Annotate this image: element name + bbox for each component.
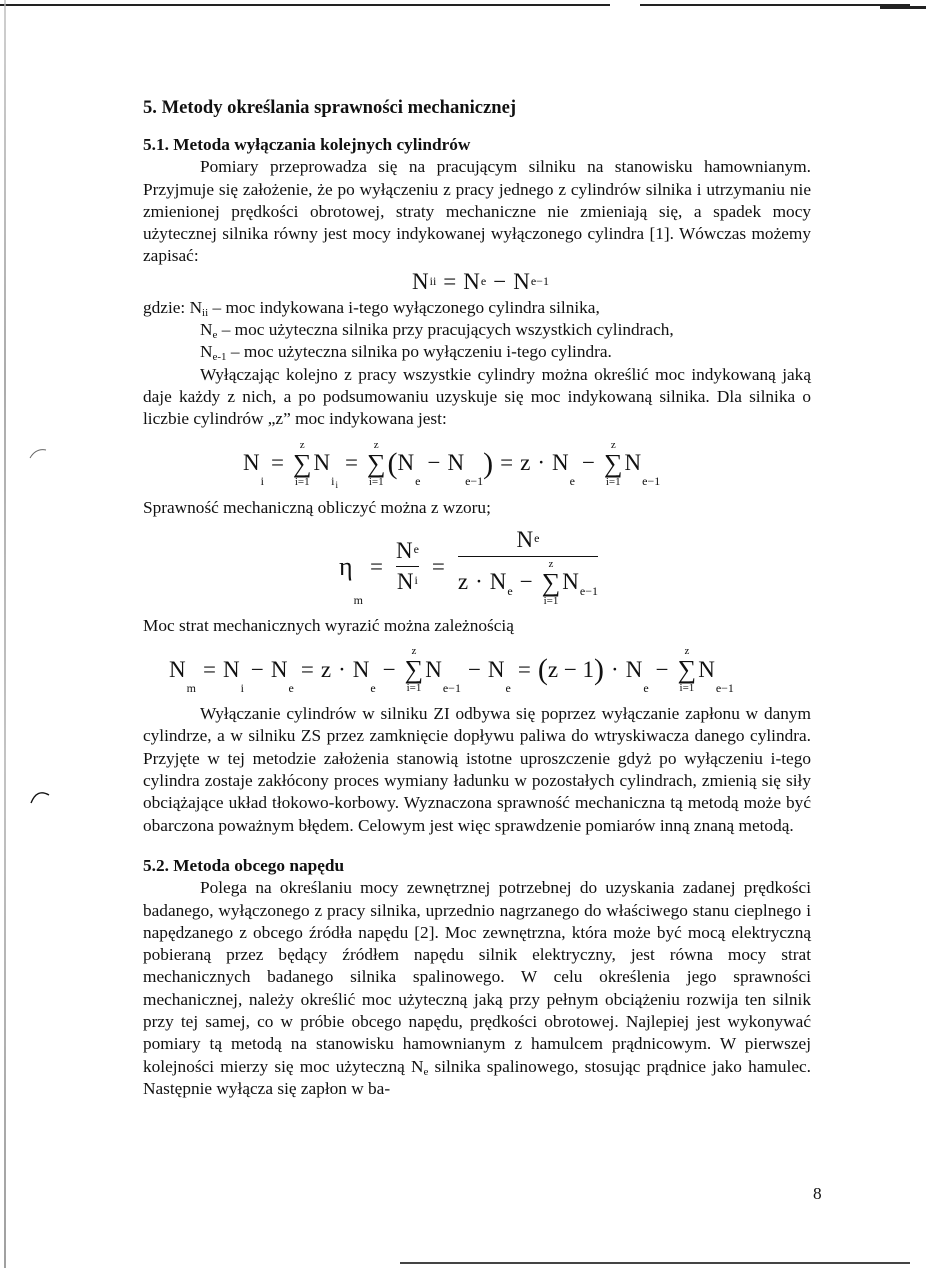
eq3-subscript: e [534,531,540,546]
sum-upper: z [684,645,690,658]
fraction-ne-over-sum [458,527,598,606]
eq4-symbol: N [352,657,370,682]
eq2-minus: − [427,450,441,476]
sum-upper: z [548,557,554,570]
eq3-minus: − [519,569,533,595]
sum-upper: z [373,438,379,451]
eq4-paren: ( [537,653,548,687]
eq3-eta: η [339,551,353,581]
def-subscript: e-1 [212,351,227,364]
eq4-minus: − [655,657,669,682]
sum-lower: i=1 [543,594,559,607]
definition-line [143,319,811,341]
eq2-symbol: N [624,450,642,476]
sum-operator [367,440,386,488]
scan-edge-top-right [640,4,910,6]
paragraph-5-1-intro: Pomiary przeprowadza się na pracującym silniku na stanowisku hamownianym. Przyjmuje się założenie, że po wyłączeniu z pracy jednego z cylindrów silnika i utrzymaniu nie zmienionej prędkości obrotowej, straty mechaniczne nie zmieniają się, a spadek mocy użytecznej silnika równy jest mocy indykowanej wyłączonego cylindra [1]. Wówczas możemy zapisać: [143,157,811,266]
sigma: ∑ [541,567,561,597]
eq4-symbol: N [169,657,186,682]
sum-operator [678,646,697,694]
def-subscript: e [212,329,218,342]
eq2-equals: = [500,450,514,476]
eq2-subscript: i [260,474,264,489]
paragraph-5-2 [143,877,811,1100]
eq4-symbol: N [270,657,288,682]
paragraph-zi-zs: Wyłączanie cylindrów w silniku ZI odbywa się poprzez wyłączanie zapłonu w danym cylindrze, a w silniku ZS przez zamknięcie dopływu paliwa do wtryskiwacza danego cylindra. Przyjęte w tej metodzie założenia stanowią istotne uproszczenie gdyż po wyłączeniu i-tego cylindra zostaje zakłócony proces wymiany ładunku w pozostałych cylindrach, zmienią się siły obciążające układ tłokowo-korbowy. Wyznaczona sprawność mechaniczna tą metodą może być obarczona poważnym błędem. Celowym jest więc sprawdzenie pomiarów inną znaną metodą. [143,704,811,835]
subsection-heading-5-2: 5.2. Metoda obcego napędu [143,855,345,875]
frac-numerator [396,538,419,564]
sum-lower: i=1 [406,682,422,695]
eq3-symbol: N [396,569,414,595]
sum-upper: z [299,438,305,451]
fraction-bar [458,556,598,557]
eq1-equals: = [443,269,457,295]
eq2-symbol: N [447,450,465,476]
gdzie-label: gdzie: [143,297,186,317]
eq2-subscript: e [415,474,421,489]
equation-n-m [169,637,811,703]
eq1-subscript: e−1 [530,274,549,289]
sigma: ∑ [603,448,623,478]
eq4-subscript: e−1 [442,680,461,695]
eq2-minus: − [582,450,595,476]
eq4-symbol: N [222,657,240,682]
eq3-symbol: N [395,538,413,564]
eq4-subscript: e [288,680,294,695]
subsection-heading-5-1: 5.1. Metoda wyłączania kolejnych cylindrów [143,135,471,154]
frac-denominator [458,559,598,607]
def-subscript: ii [202,306,209,319]
eq4-z: z [320,657,332,682]
section-heading: 5. Metody określania sprawności mechanicznej [143,97,517,118]
sum-lower: i=1 [294,475,310,488]
equation-n-i-sum [243,431,811,497]
sum-operator [604,440,623,488]
definition-line [143,297,811,319]
eq3-subscript: e [413,542,419,557]
scan-edge-left [4,0,6,1268]
page-number: 8 [813,1184,822,1203]
fraction-ne-over-ni [396,538,419,596]
eq3-subscript: m [353,592,363,607]
sigma: ∑ [404,655,424,685]
sigma: ∑ [366,448,386,478]
paragraph-5-2-text: Polega na określaniu mocy zewnętrznej potrzebnej do uzyskania zadanej prędkości badanego, wyłączonego z pracy silnika, uprzednio nagrzanego do właściwego stanu cieplnego i napędzanego z obcego źródła napędu [2]. Moc zewnętrzna, która może być mocą elektryczną pobieraną przez będący źródłem napędu silnik elektryczny, jest równa mocy strat mechanicznych badanego silnika spalinowego. W celu określenia jego sprawności mechanicznej, należy określić moc użyteczną jaką przy pełnym obciążeniu rozwija ten silnik przy tej samej, co w próbie obcego napędu, prędkości obrotowej. Najlepiej jest wykonywać pomiary tą metodą na stanowisku hamownianym z hamulcem prądnicowym. W pierwszej kolejności mierzy się moc użyteczną [143,878,811,1076]
sum-operator [293,440,312,488]
eq4-subscript: e [643,680,649,695]
eq2-paren: ( [387,446,398,480]
eq3-dot: · [475,569,483,595]
eq3-z: z [457,569,469,595]
eq1-symbol: N [463,269,480,295]
eq4-minus: − [467,657,481,682]
eq4-symbol: N [487,657,505,682]
eq3-subscript: e−1 [579,584,598,599]
eq4-minus: − [250,657,264,682]
eq4-subscript: e [505,680,511,695]
eq2-equals: = [270,450,284,476]
eq2-symbol: N [243,450,260,476]
paragraph-5-2-tail: silnika spalinowego, stosując prądnice jako hamulec. Następnie wyłącza się zapłon w ba- [143,1056,811,1098]
frac-denominator [397,569,418,595]
eq3-equals: = [369,553,383,579]
eq2-subscript: e−1 [465,474,484,489]
eq4-subscript: e−1 [715,680,734,695]
paragraph-loss-power: Moc strat mechanicznych wyrazić można zależnością [143,615,514,635]
sum-operator [405,646,424,694]
eq1-symbol: N [412,269,429,295]
def-symbol: N [200,342,213,362]
sum-lower: i=1 [605,475,621,488]
eq4-dot: · [338,657,346,682]
page-content [143,96,811,1100]
def-text: – moc indykowana i-tego wyłączonego cylindra silnika, [208,297,600,317]
def-symbol: N [200,320,213,340]
eq4-z-minus-1: z − 1 [547,657,595,682]
sigma: ∑ [677,655,697,685]
eq4-subscript: i [240,680,244,695]
eq4-subscript: m [186,680,196,695]
sum-upper: z [411,645,417,658]
eq2-equals: = [344,450,358,476]
eq3-symbol: N [516,527,534,553]
eq1-subscript: e [480,274,487,289]
eq2-subscript: i [331,474,335,489]
eq2-dot: · [537,450,546,476]
scan-edge-corner [880,6,926,9]
sigma: ∑ [292,448,312,478]
fraction-bar [396,566,419,567]
def-text: – moc użyteczna silnika po wyłączeniu i-tego cylindra. [226,342,612,362]
eq4-symbol: N [698,657,715,682]
eq2-symbol: N [397,450,415,476]
sum-lower: i=1 [368,475,384,488]
scan-edge-bottom [400,1262,910,1264]
eq4-subscript: e [370,680,376,695]
eq2-paren: ) [483,446,494,480]
eq2-subscript: e [569,474,575,489]
eq1-subscript: ii [429,274,437,289]
eq3-subscript: e [507,584,513,599]
eq4-dot: · [611,657,619,682]
paragraph-indicated-power: Wyłączając kolejno z pracy wszystkie cylindry można określić moc indykowaną jaką daje każdy z nich, a po podsumowaniu uzyskuje się moc indykowaną silnika. Dla silnika o liczbie cylindrów „z” moc indykowana jest: [143,364,811,429]
equation-eta-m [339,519,811,615]
sum-lower: i=1 [679,682,695,695]
equation-n-ii [412,268,811,297]
def-symbol: N [189,297,203,317]
eq3-symbol: N [562,569,579,595]
eq3-subscript: i [414,573,418,588]
eq1-symbol: N [513,269,530,295]
eq4-equals: = [202,657,216,682]
sum-upper: z [610,438,616,451]
frac-numerator [516,527,539,553]
scan-edge-top [0,4,610,6]
paragraph-efficiency-formula: Sprawność mechaniczną obliczyć można z wzoru; [143,497,491,517]
eq2-z: z [520,450,531,476]
eq3-equals: = [431,553,445,579]
eq2-subscript: e−1 [642,474,661,489]
eq4-symbol: N [625,657,643,682]
eq2-symbol: N [313,450,331,476]
inline-symbol: N [410,1056,424,1076]
sum-operator [542,559,561,607]
eq1-minus: − [493,269,507,295]
eq4-equals: = [517,657,531,682]
eq3-symbol: N [489,569,507,595]
eq2-subsubscript: i [335,480,338,491]
eq4-minus: − [382,657,396,682]
eq4-paren: ) [594,653,605,687]
margin-arc-mark-icon [28,785,52,805]
eq4-equals: = [300,657,314,682]
definition-line [143,341,811,363]
eq2-symbol: N [552,450,569,476]
margin-pencil-mark-icon [28,446,48,460]
eq4-symbol: N [425,657,442,682]
def-text: – moc użyteczna silnika przy pracujących wszystkich cylindrach, [217,320,674,340]
inline-subscript: e [423,1065,429,1078]
